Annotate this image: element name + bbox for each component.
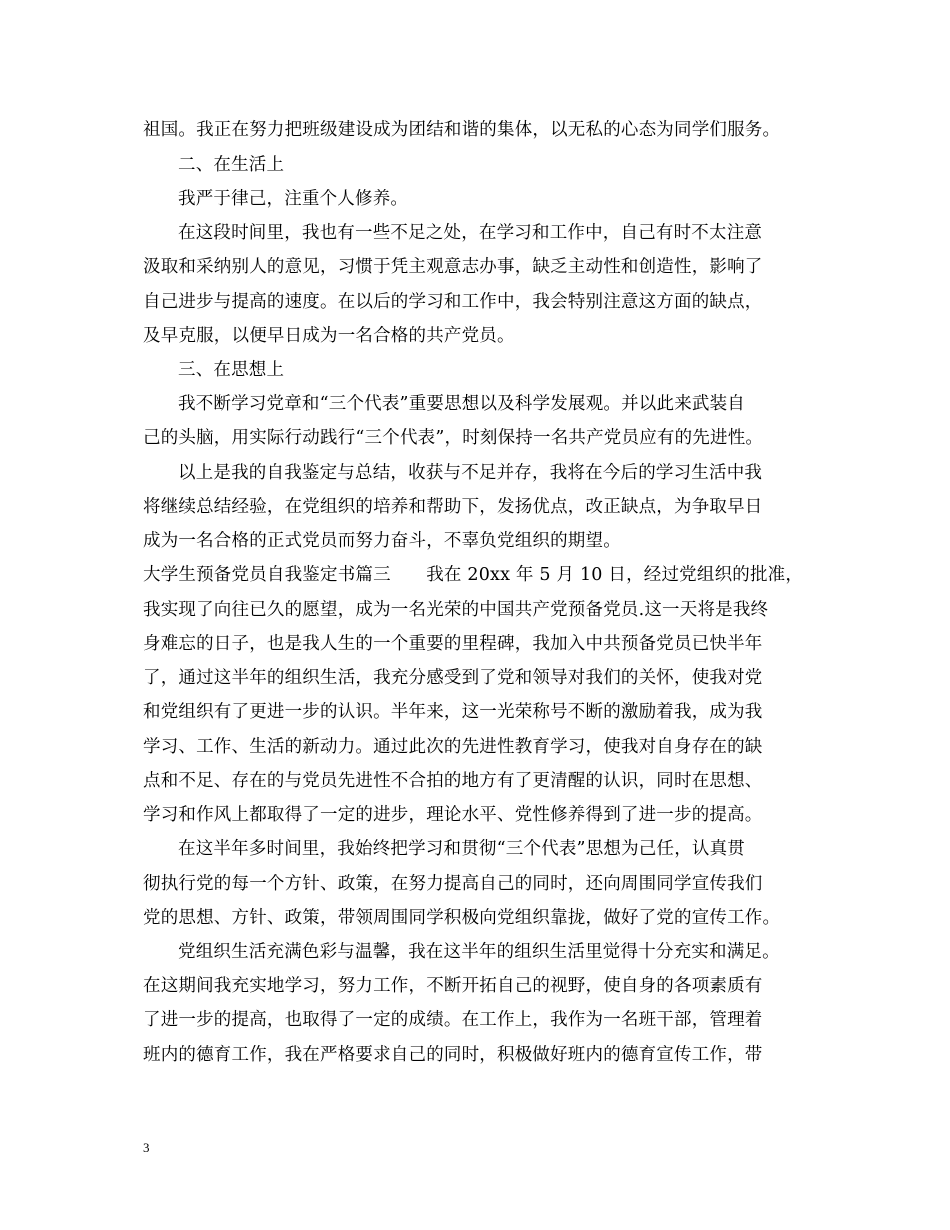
text-line: 身难忘的日子，也是我人生的一个重要的里程碑，我加入中共预备党员已快半年	[143, 634, 763, 654]
text-line: 在这半年多时间里，我始终把学习和贯彻“三个代表”思想为己任，认真贯	[178, 839, 745, 859]
text-line: 我实现了向往已久的愿望，成为一名光荣的中国共产党预备党员.这一天将是我终	[143, 600, 769, 620]
text-line: 在这段时间里，我也有一些不足之处，在学习和工作中，自己有时不太注意	[178, 223, 763, 243]
text-line: 祖国。我正在努力把班级建设成为团结和谐的集体，以无私的心态为同学们服务。	[143, 120, 781, 140]
text-line: 我不断学习党章和“三个代表”重要思想以及科学发展观。并以此来武装自	[178, 394, 745, 414]
text-line: 在这期间我充实地学习，努力工作，不断开拓自己的视野，使自身的各项素质有	[143, 976, 763, 996]
text-line: 己的头脑，用实际行动践行“三个代表”，时刻保持一名共产党员应有的先进性。	[143, 428, 764, 448]
text-line: 我严于律己，注重个人修养。	[178, 189, 409, 209]
text-line: 以上是我的自我鉴定与总结，收获与不足并存，我将在今后的学习生活中我	[178, 463, 763, 483]
section-heading: 三、在思想上	[178, 360, 285, 380]
text-line: 党的思想、方针、政策，带领周围同学积极向党组织靠拢，做好了党的宣传工作。	[143, 908, 781, 928]
text-line: 彻执行党的每一个方针、政策，在努力提高自己的同时，还向周围同学宣传我们	[143, 874, 763, 894]
text-line: 学习、工作、生活的新动力。通过此次的先进性教育学习，使我对自身存在的缺	[143, 737, 763, 757]
text-line: 汲取和采纳别人的意见，习惯于凭主观意志办事，缺乏主动性和创造性，影响了	[143, 257, 763, 277]
text-line: 党组织生活充满色彩与温馨，我在这半年的组织生活里觉得十分充实和满足。	[178, 942, 780, 962]
text-line: 点和不足、存在的与党员先进性不合拍的地方有了更清醒的认识，同时在思想、	[143, 771, 763, 791]
text-line: 自己进步与提高的速度。在以后的学习和工作中，我会特别注意这方面的缺点，	[143, 292, 763, 312]
section-title-line: 大学生预备党员自我鉴定书篇三 我在 20xx 年 5 月 10 日，经过党组织的批准，	[143, 565, 804, 585]
text-line: 了，通过这半年的组织生活，我充分感受到了党和领导对我们的关怀，使我对党	[143, 668, 763, 688]
text-line: 成为一名合格的正式党员而努力奋斗，不辜负党组织的期望。	[143, 531, 621, 551]
text-line: 和党组织有了更进一步的认识。半年来，这一光荣称号不断的激励着我，成为我	[143, 702, 763, 722]
text-line: 了进一步的提高，也取得了一定的成绩。在工作上，我作为一名班干部，管理着	[143, 1010, 763, 1030]
text-line: 及早克服，以便早日成为一名合格的共产党员。	[143, 326, 515, 346]
text-line: 班内的德育工作，我在严格要求自己的同时，积极做好班内的德育宣传工作，带	[143, 1045, 763, 1065]
section-heading: 二、在生活上	[178, 155, 285, 175]
page-number: 3	[143, 1140, 150, 1155]
text-line: 学习和作风上都取得了一定的进步，理论水平、党性修养得到了进一步的提高。	[143, 805, 763, 825]
text-line: 将继续总结经验，在党组织的培养和帮助下，发扬优点，改正缺点，为争取早日	[143, 497, 763, 517]
